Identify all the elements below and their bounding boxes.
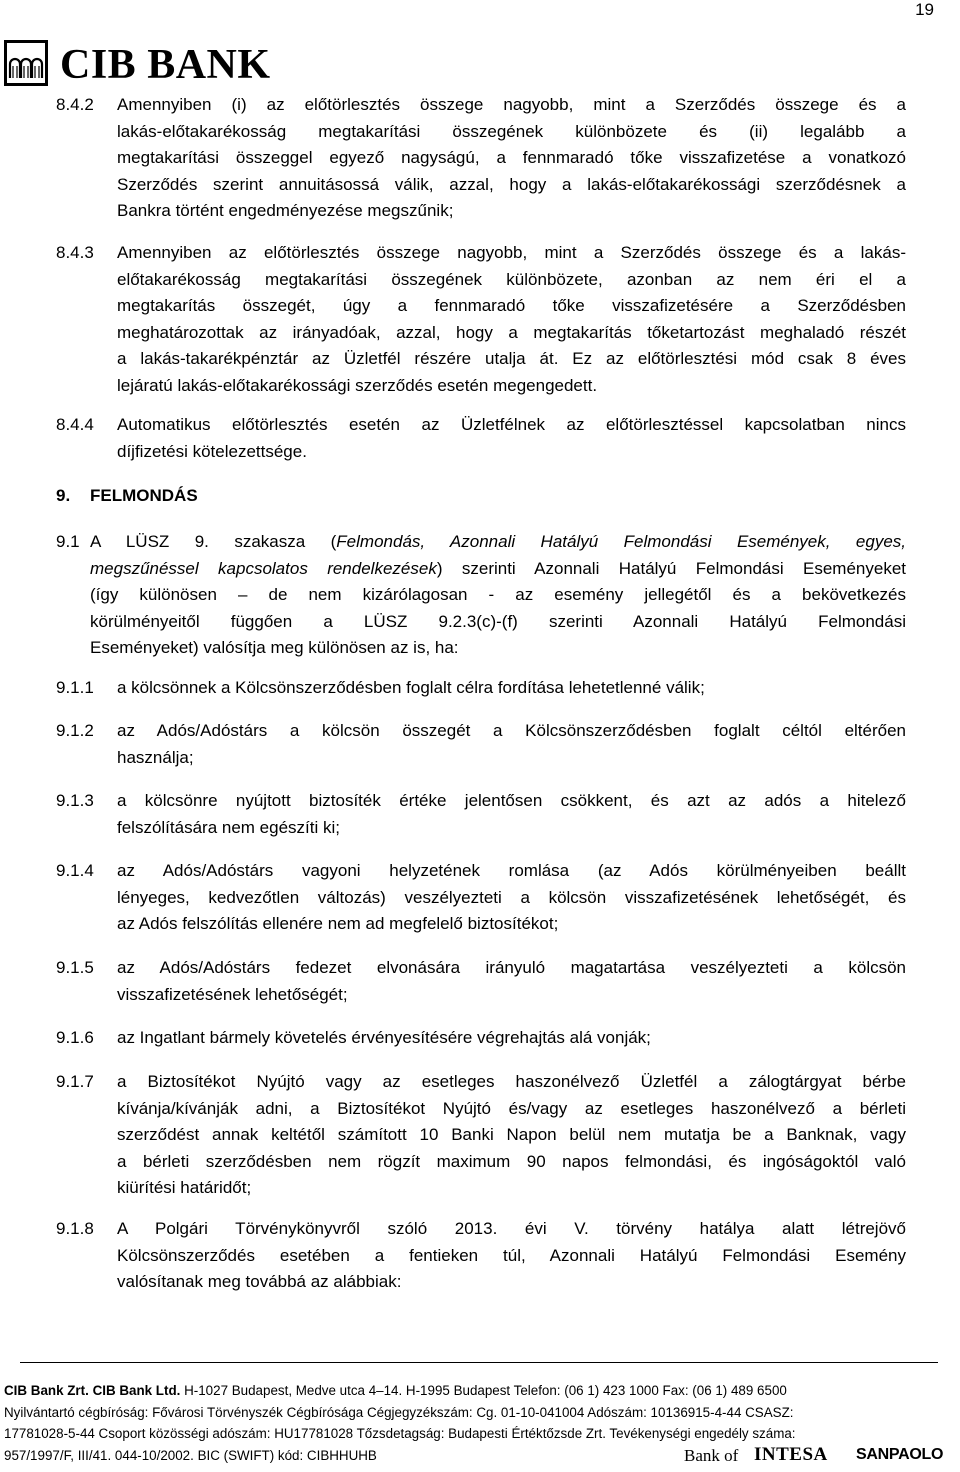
text-line: lakás-előtakarékosság megtakarítási összegének különbözete és (ii) legalább a bbox=[117, 121, 906, 141]
partner-name-sanpaolo: SANPAOLO bbox=[856, 1446, 944, 1463]
brand-name: CIB BANK bbox=[60, 42, 271, 88]
section-number: 9.1.2 bbox=[56, 721, 94, 740]
text-line: az Ingatlant bármely követelés érvényesítésére végrehajtás alá vonják; bbox=[117, 1028, 651, 1047]
footer-line: 17781028-5-44 Csoport közösségi adószám: HU17781028 Tőzsdetagság: Budapesti Értéktőzsde Zrt. Tevékenységi engedély száma: bbox=[4, 1426, 796, 1441]
footer-line: 957/1997/F, III/41. 044-10/2002. BIC (SWIFT) kód: CIBHHUHB bbox=[4, 1447, 377, 1463]
text-line: a kölcsönnek a Kölcsönszerződésben foglalt célra fordítása lehetetlenné válik; bbox=[117, 678, 705, 697]
text-line: szerződést annak keltétől számított 10 Banki Napon belül nem mutatja be a Banknak, vagy bbox=[117, 1125, 906, 1144]
text-line: Bankra történt engedményezése megszűnik; bbox=[117, 201, 454, 220]
text-line: használja; bbox=[117, 747, 194, 767]
text-line: a kölcsönre nyújtott biztosíték értéke jelentősen csökkent, és azt az adós a hitelező bbox=[117, 791, 906, 810]
section-text bbox=[117, 718, 906, 771]
section-text bbox=[117, 1025, 906, 1052]
footer-line: Nyilvántartó cégbíróság: Fővárosi Törvényszék Cégbírósága Cégjegyzékszám: Cg. 01-10-041004 Adószám: 10136915-4-44 CSASZ: bbox=[4, 1404, 794, 1420]
partner-prefix: Bank of bbox=[684, 1446, 739, 1465]
cib-bank-logo bbox=[4, 40, 304, 88]
text-line: lényeges, kedvezőtlen változás) veszélyezteti a kölcsön visszafizetésének lehetőségét, és bbox=[117, 887, 906, 907]
text-line: megszűnéssel kapcsolatos rendelkezések) szerinti Azonnali Hatályú Felmondási Eseményeket bbox=[90, 558, 907, 578]
text-line: az Adós/Adóstárs fedezet elvonására irányuló magatartása veszélyezteti a kölcsön bbox=[117, 958, 906, 977]
text-line: kívánja/kívánják adni, a Biztosítékot Nyújtó és/vagy az esetleges haszonélvező a bérleti bbox=[117, 1098, 906, 1118]
text-line: Amennyiben az előtörlesztés összege nagyobb, mint a Szerződés összege és a lakás- bbox=[117, 243, 906, 262]
text-line: Automatikus előtörlesztés esetén az Üzletfélnek az előtörlesztéssel kapcsolatban nincs bbox=[117, 415, 906, 434]
text-line: visszafizetésének lehetőségét; bbox=[117, 984, 348, 1004]
footer-divider bbox=[20, 1362, 938, 1363]
section-number: 8.4.3 bbox=[56, 243, 94, 262]
text-line: Kölcsönszerződés esetében a fentieken túl, Azonnali Hatályú Felmondási Esemény bbox=[117, 1245, 906, 1265]
section-text bbox=[117, 955, 906, 1008]
chapter-number: 9. bbox=[56, 486, 71, 505]
footer-line: CIB Bank Zrt. CIB Bank Ltd. H-1027 Budapest, Medve utca 4–14. H-1995 Budapest Telefon: (06 1) 423 1000 Fax: (06 1) 489 6500 bbox=[4, 1383, 787, 1398]
section-text bbox=[117, 1216, 906, 1296]
section-text bbox=[117, 788, 906, 841]
section-number: 9.1.5 bbox=[56, 958, 94, 977]
section-text bbox=[117, 675, 906, 702]
text-line: a Biztosítékot Nyújtó vagy az esetleges haszonélvező Üzletfél a zálogtárgyat bérbe bbox=[117, 1072, 906, 1091]
section-text bbox=[90, 529, 906, 662]
section-number: 8.4.2 bbox=[56, 95, 94, 114]
text-line: A LÜSZ 9. szakasza (Felmondás, Azonnali Hatályú Felmondási Események, egyes, bbox=[90, 532, 907, 551]
chapter-title: FELMONDÁS bbox=[90, 486, 198, 505]
text-line: megtakarítás összegét, úgy a fennmaradó tőke visszafizetésére a Szerződésben bbox=[117, 296, 906, 315]
section-number: 9.1.8 bbox=[56, 1219, 94, 1238]
text-line: díjfizetési kötelezettsége. bbox=[117, 441, 307, 461]
cib-emblem-icon bbox=[4, 40, 48, 86]
text-line: kiürítési határidőt; bbox=[117, 1178, 252, 1197]
text-line: Szerződés szerint annuitásossá válik, azzal, hogy a lakás-előtakarékossági szerződésnek a bbox=[117, 174, 906, 194]
text-line: a lakás-takarékpénztár az Üzletfél részére utalja át. Ez az előtörlesztési mód csak 8 éves bbox=[117, 349, 906, 368]
section-number: 9.1.4 bbox=[56, 861, 94, 880]
page-number: 19 bbox=[915, 0, 934, 19]
text-line: A Polgári Törvénykönyvről szóló 2013. évi V. törvény hatálya alatt létrejövő bbox=[117, 1219, 906, 1238]
text-line: valósítanak meg továbbá az alábbiak: bbox=[117, 1272, 402, 1291]
section-number: 9.1.3 bbox=[56, 791, 94, 810]
text-line: meghatározottak az irányadóak, azzal, hogy a megtakarítás tőketartozást meghaladó részét bbox=[117, 322, 906, 342]
text-line: Eseményeket) valósítja meg különösen az is, ha: bbox=[90, 638, 459, 657]
partner-name-intesa: INTESA bbox=[754, 1444, 828, 1465]
intesa-sanpaolo-logo bbox=[684, 1446, 954, 1468]
text-line: körülményeitől függően a LÜSZ 9.2.3(c)-(f) szerinti Azonnali Hatályú Felmondási bbox=[90, 611, 906, 631]
section-number: 9.1 bbox=[56, 532, 80, 551]
section-text bbox=[117, 92, 906, 225]
text-line: előtakarékosság megtakarítási összegének különbözete, azonban az nem éri el a bbox=[117, 269, 906, 289]
section-text bbox=[117, 240, 906, 399]
section-text bbox=[117, 1069, 906, 1202]
section-number: 9.1.6 bbox=[56, 1028, 94, 1047]
section-number: 8.4.4 bbox=[56, 415, 94, 434]
text-line: lejáratú lakás-előtakarékossági szerződés esetén megengedett. bbox=[117, 375, 598, 395]
text-line: (így különösen – de nem kizárólagosan - az esemény jellegétől és a bekövetkezés bbox=[90, 585, 906, 604]
text-line: az Adós/Adóstárs a kölcsön összegét a Kölcsönszerződésben foglalt céltól eltérően bbox=[117, 721, 906, 740]
company-name-en: CIB Bank Ltd. bbox=[92, 1383, 181, 1398]
text-line: a bérleti szerződésben nem rögzít maximum 90 napos felmondási, és ingóságoktól való bbox=[117, 1151, 906, 1171]
section-number: 9.1.1 bbox=[56, 678, 94, 697]
section-number: 9.1.7 bbox=[56, 1072, 94, 1091]
text-line: az Adós/Adóstárs vagyoni helyzetének romlása (az Adós körülményeiben beállt bbox=[117, 861, 906, 880]
section-text bbox=[117, 412, 906, 465]
company-name-hu: CIB Bank Zrt. bbox=[4, 1383, 89, 1398]
text-line: az Adós felszólítás ellenére nem ad megfelelő biztosítékot; bbox=[117, 914, 559, 933]
section-text bbox=[117, 858, 906, 938]
text-line: Amennyiben (i) az előtörlesztés összege nagyobb, mint a Szerződés összege és a bbox=[117, 95, 906, 114]
text-line: megtakarítási összeggel egyező nagyságú, a fennmaradó tőke visszafizetése a vonatkozó bbox=[117, 148, 906, 167]
text-line: felszólítására nem egészíti ki; bbox=[117, 817, 340, 837]
